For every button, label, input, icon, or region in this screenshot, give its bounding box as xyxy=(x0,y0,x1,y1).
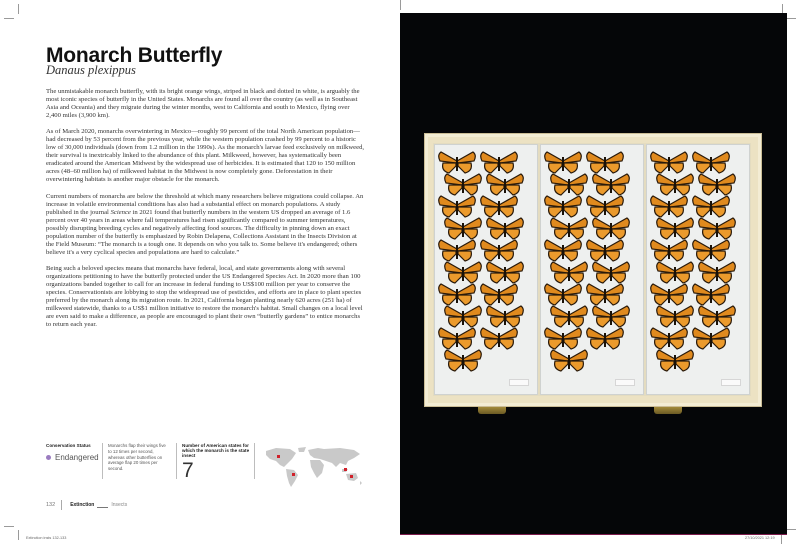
paragraph-text: Current numbers of monarchs are below the threshold at which many researchers believe migrations could collapse. An increase in volatile environmental conditions has also had a substantial effect on monarch populations. A study published in the journal xyxy=(46,192,364,216)
conservation-status xyxy=(46,443,101,462)
specimen-label xyxy=(615,379,635,386)
section-name: Extinction xyxy=(70,502,95,508)
butterfly-specimen xyxy=(479,325,519,351)
paragraph: As of March 2020, monarchs overwintering in Mexico—roughly 99 percent of the total North American population—had decreased by 53 percent from the previous year, while the western population crashed by 99 percent to a historic low of 30,000 individuals (down from 1.2 million in the 1990s). As the monarch's larvae feed exclusively on milkweed, their survival is inextricably linked to the abundance of this plant. Milkweed, however, has systematically been eradicated around the American Midwest by the widespread use of herbicides. It is estimated that 120 to 150 million acres (48–60 million ha) of milkweed habitat in the Midwest is now completely gone. Deforestation in their overwintering habitats is another major obstacle for the monarch. xyxy=(46,128,365,184)
state-insect-count xyxy=(182,443,252,481)
states-heading: Number of American states for which the monarch is the state insect xyxy=(182,443,250,458)
wing-fact: Monarchs flap their wings five to 12 times per second, whereas other butterflies on average flap 20 times per second. xyxy=(108,443,166,472)
journal-name: Science xyxy=(110,208,131,216)
paragraph: The unmistakable monarch butterfly, with its bright orange wings, striped in black and dotted in white, is arguably the most iconic species of butterfly in the United States. Monarchs are found all over the country (as well as in Southeast Asia and Oceania) and they migrate during the winter months, west to California and south to Mexico, flying over 2,400 miles (3,900 km). xyxy=(46,88,360,120)
subsection-name: Insects xyxy=(111,502,128,508)
specimen-tray xyxy=(540,144,644,395)
paragraph xyxy=(46,193,366,257)
specimen-label xyxy=(509,379,529,386)
butterfly-specimen xyxy=(691,325,731,351)
specimen-drawer xyxy=(424,133,762,407)
butterfly-specimen xyxy=(585,325,625,351)
left-page xyxy=(0,0,392,548)
body-text xyxy=(46,88,366,337)
butterfly-specimen xyxy=(443,347,483,373)
butterfly-specimen xyxy=(655,347,695,373)
crop-mark xyxy=(400,0,401,10)
status-badge: Endangered xyxy=(55,453,99,462)
crop-mark xyxy=(786,529,796,530)
page-title: Monarch Butterfly xyxy=(46,44,223,67)
divider xyxy=(102,443,103,479)
butterfly-drawer-photo xyxy=(400,13,787,535)
divider xyxy=(176,443,177,479)
status-dot-icon xyxy=(46,455,51,460)
paragraph-text: in 2021 found that butterfly numbers in the western US dropped an average of 1.6 percent over 40 years in areas where fall temperatures had risen significantly compared to summer temperatures, possibly disrupting breeding cycles and negatively affecting food sources. The difficulty in pinning down an exact population number of the butterfly is emphasized by Robin Delapena, Collections Assistant in the Insects Division at the Field Museum: “The monarch is a tough one. It depends on who you talk to. Some believe it's endangered; others believe it's a very cyclical species and populations are hard to calculate.” xyxy=(46,208,358,256)
specimen-tray xyxy=(434,144,538,395)
print-timestamp: 27/10/2021 12:19 xyxy=(745,536,775,540)
specimen-label xyxy=(721,379,741,386)
divider xyxy=(61,500,62,510)
drawer-handle xyxy=(478,407,506,414)
page-number: 132 xyxy=(46,502,56,508)
divider xyxy=(254,443,255,479)
divider xyxy=(97,507,108,508)
paragraph: Being such a beloved species means that monarchs have federal, local, and state governments along with several organizations petitioning to have the butterfly protected under the US Endangered Species Act. In 2020 more than 100 organizations banded together to call for an increase in federal funding to US$100 million per year to conserve the species. Conservationists are lobbying to stop the widespread use of pesticides, and efforts are in place to plant species preferred by the monarch along its migration route. In 2021, California began planting nearly 620 acres (251 ha) of milkweed statewide, thanks to a US$1 million initiative to restore the monarch's habitat. Small changes on a local level are even said to make a difference, as people are encouraged to plant their own “butterfly gardens” to entice monarchs to return each year. xyxy=(46,264,363,329)
print-slug: Extinction insts 132-133 xyxy=(26,536,67,540)
status-heading: Conservation Status xyxy=(46,443,91,448)
facts-panel xyxy=(46,443,366,491)
scientific-name: Danaus plexippus xyxy=(46,63,136,77)
drawer-handle xyxy=(654,407,682,414)
specimen-tray xyxy=(646,144,750,395)
world-map-icon xyxy=(262,445,366,489)
page-footer xyxy=(46,498,127,512)
butterfly-specimen xyxy=(549,347,589,373)
crop-mark xyxy=(786,18,796,19)
crop-mark xyxy=(781,534,782,544)
states-value: 7 xyxy=(182,459,194,482)
